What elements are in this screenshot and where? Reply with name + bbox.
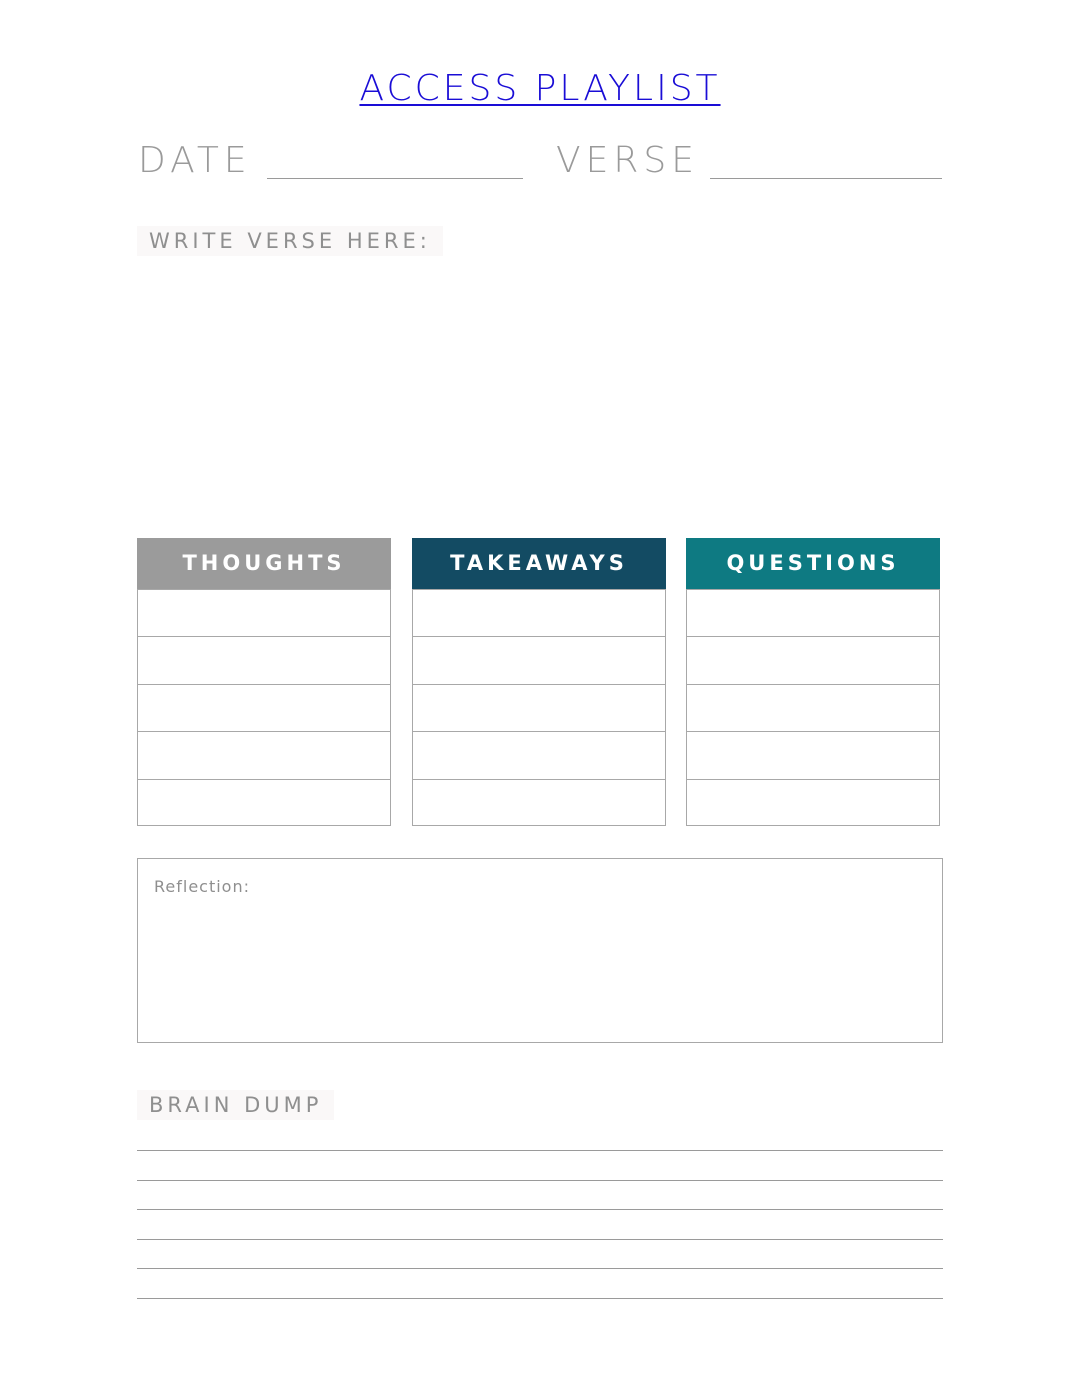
questions-row[interactable] — [687, 636, 939, 683]
thoughts-row[interactable] — [138, 779, 390, 826]
brain-dump-line[interactable] — [137, 1180, 943, 1181]
takeaways-row[interactable] — [413, 684, 665, 731]
questions-row[interactable] — [687, 731, 939, 778]
brain-dump-line[interactable] — [137, 1298, 943, 1299]
thoughts-column — [137, 538, 391, 826]
thoughts-row[interactable] — [138, 589, 390, 636]
thoughts-header: THOUGHTS — [137, 538, 391, 589]
takeaways-row[interactable] — [413, 589, 665, 636]
questions-column — [686, 538, 940, 826]
questions-row[interactable] — [687, 589, 939, 636]
page-title[interactable] — [0, 68, 1080, 109]
brain-dump-line[interactable] — [137, 1239, 943, 1240]
thoughts-row[interactable] — [138, 636, 390, 683]
thoughts-row[interactable] — [138, 684, 390, 731]
brain-dump-line[interactable] — [137, 1209, 943, 1210]
brain-dump-line[interactable] — [137, 1150, 943, 1151]
questions-header: QUESTIONS — [686, 538, 940, 589]
thoughts-row[interactable] — [138, 731, 390, 778]
verse-line[interactable] — [710, 178, 942, 179]
date-label: DATE — [138, 140, 252, 181]
access-playlist-link[interactable]: ACCESS PLAYLIST — [359, 68, 721, 109]
takeaways-row[interactable] — [413, 731, 665, 778]
reflection-box[interactable] — [137, 858, 943, 1043]
takeaways-row[interactable] — [413, 779, 665, 826]
verse-label: VERSE — [556, 140, 699, 181]
brain-dump-line[interactable] — [137, 1268, 943, 1269]
takeaways-column — [412, 538, 666, 826]
reflection-label: Reflection: — [154, 877, 250, 896]
takeaways-header: TAKEAWAYS — [412, 538, 666, 589]
brain-dump-label: BRAIN DUMP — [137, 1090, 334, 1120]
date-line[interactable] — [267, 178, 523, 179]
takeaways-row[interactable] — [413, 636, 665, 683]
questions-row[interactable] — [687, 684, 939, 731]
questions-row[interactable] — [687, 779, 939, 826]
write-verse-label: WRITE VERSE HERE: — [137, 226, 443, 256]
